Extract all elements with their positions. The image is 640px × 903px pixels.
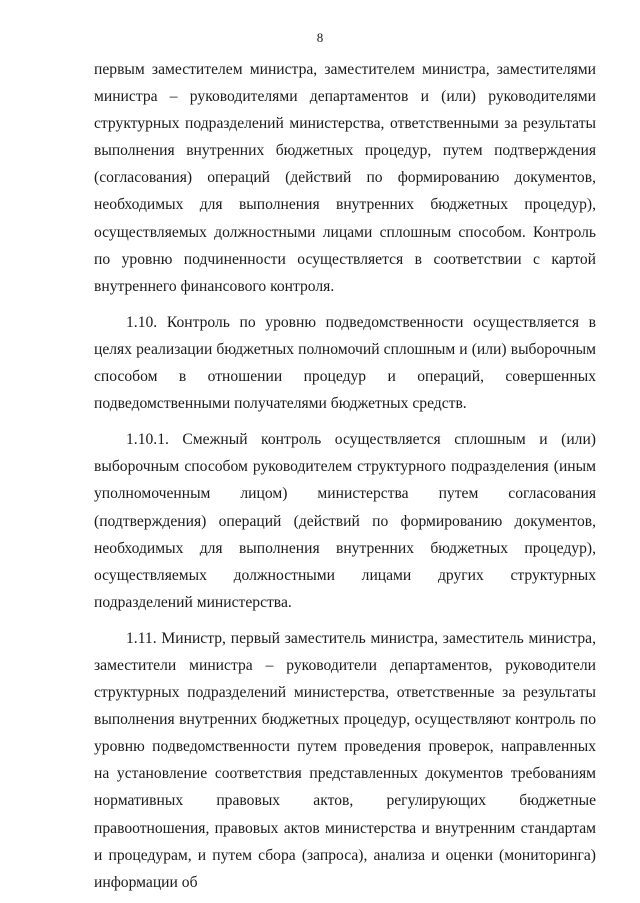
- document-body: [94, 56, 596, 896]
- paragraph-1-10: 1.10. Контроль по уровню подведомственности осуществляется в целях реализации бюджетных полномочий сплошным и (или) выборочным способом в отношении процедур и операций, совершенных подведомственными получателями бюджетных средств.: [94, 313, 596, 413]
- page-number: 8: [316, 30, 324, 45]
- paragraph-continuation: первым заместителем министра, заместителем министра, заместителями министра – руководителями департаментов и (или) руководителями структурных подразделений министерства, ответственными за результаты выполнения внутренних бюджетных процедур, путем подтверждения (согласования) операций (действий по формированию документов, необходимых для выполнения внутренних бюджетных процедур), осуществляемых должностными лицами сплошным способом. Контроль по уровню подчиненности осуществляется в соответствии с картой внутреннего финансового контроля.: [94, 61, 596, 295]
- paragraph-1-11: 1.11. Министр, первый заместитель министра, заместитель министра, заместители министра – руководители департаментов, руководители структурных подразделений министерства, ответственные за результаты выполнения внутренних бюджетных процедур, осуществляют контроль по уровню подведомственности путем проведения проверок, направленных на установление соответствия представленных документов требованиям нормативных правовых актов, регулирующих бюджетные правоотношения, правовых актов министерства и внутренним стандартам и процедурам, и путем сбора (запроса), анализа и оценки (мониторинга) информации об: [94, 629, 596, 891]
- paragraph-1-10-1: 1.10.1. Смежный контроль осуществляется сплошным и (или) выборочным способом руководителем структурного подразделения (иным уполномоченным лицом) министерства путем согласования (подтверждения) операций (действий по формированию документов, необходимых для выполнения внутренних бюджетных процедур), осуществляемых должностными лицами других структурных подразделений министерства.: [94, 431, 596, 611]
